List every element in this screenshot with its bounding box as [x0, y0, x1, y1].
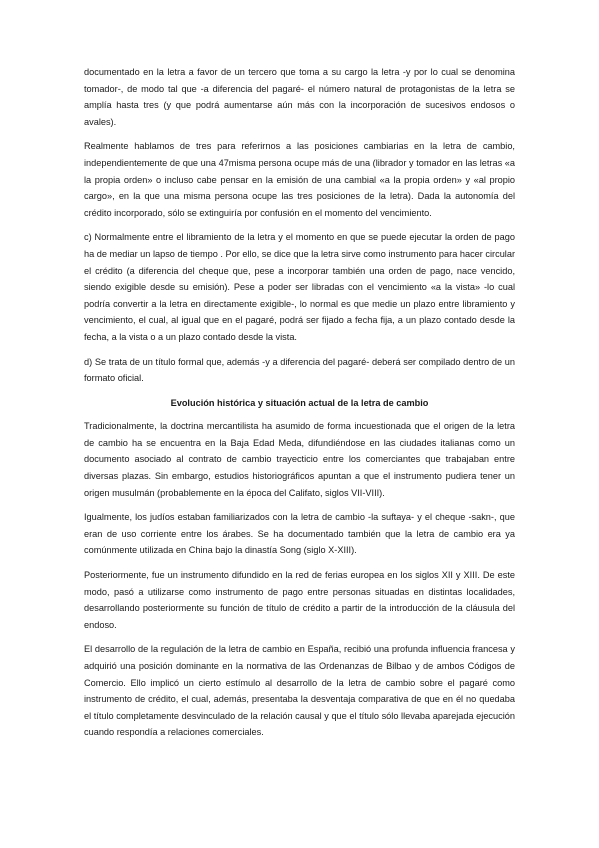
paragraph-espana: El desarrollo de la regulación de la letra de cambio en España, recibió una profunda influencia francesa y adquirió una posición dominante en la normativa de las Ordenanzas de Bilbao y de ambos Códigos de Comercio. Ello implicó un cierto estímulo al desarrollo de la letra de cambio sobre el pagaré como instrumento de crédito, el cual, además, presentaba la desventaja comparativa de que en él no quedaba el título completamente desvinculado de la relación causal y que el título sólo llevaba aparejada ejecución cuando respondía a relaciones comerciales. — [84, 644, 515, 738]
paragraph-posiciones-cambiarias: Realmente hablamos de tres para referirnos a las posiciones cambiarias en la letra de cambio, independientemente de que una 47misma persona ocupe más de una (librador y tomador en las letras «a la propia orden» o incluso cabe pensar en la emisión de una cambial «a la propia orden» y «al propio cargo», en la que una misma persona ocupe las tres posiciones de la letra). Dada la autonomía del crédito incorporado, sólo se extinguiría por confusión en el momento del vencimiento. — [84, 141, 515, 218]
paragraph-titulo-formal: d) Se trata de un título formal que, además -y a diferencia del pagaré- deberá ser compilado dentro de un formato oficial. — [84, 356, 515, 384]
document-page — [84, 64, 515, 749]
section-heading: Evolución histórica y situación actual de la letra de cambio — [170, 397, 429, 408]
paragraph-origen: Tradicionalmente, la doctrina mercantilista ha asumido de forma incuestionada que el origen de la letra de cambio ha se encuentra en la Baja Edad Meda, difundiéndose en las ciudades italianas como un documento asociado al contrato de cambio trayecticio entre los comerciantes que trabajaban entre diversas plazas. Sin embargo, estudios historiográficos apuntan a que el instrumento pudiera tener un origen musulmán (probablemente en la época del Califato, siglos VII-VIII). — [84, 421, 515, 498]
paragraph-tomador: documentado en la letra a favor de un tercero que toma a su cargo la letra -y por lo cual se denomina tomador-, de modo tal que -a diferencia del pagaré- el número natural de protagonistas de la letra se amplía hasta tres (y que podrá aumentarse aún más con la incorporación de sucesivos endosos o avales). — [84, 67, 515, 127]
paragraph-vencimiento: c) Normalmente entre el libramiento de la letra y el momento en que se puede ejecutar la orden de pago ha de mediar un lapso de tiempo . Por ello, se dice que la letra sirve como instrumento para hacer circular el crédito (a diferencia del cheque que, pese a incorporar también una orden de pago, nace vencido, siendo exigible desde su emisión). Pese a poder ser libradas con el vencimiento «a la vista» -lo cual podría convertir a la letra en directamente exigible-, lo normal es que medie un plazo entre libramiento y vencimiento, el cual, al igual que en el pagaré, podrá ser fijado a fecha fija, a un plazo contado desde la fecha, a la vista o a un plazo contado desde la vista. — [84, 232, 516, 342]
paragraph-ferias: Posteriormente, fue un instrumento difundido en la red de ferias europea en los siglos XII y XIII. De este modo, pasó a utilizarse como instrumento de pago entre personas situadas en distintas localidades, desarrollando posteriormente su función de título de crédito a partir de la introducción de la cláusula del endoso. — [84, 570, 515, 630]
paragraph-judios: Igualmente, los judíos estaban familiarizados con la letra de cambio -la suftaya- y el cheque -sakn-, que eran de uso corriente entre los árabes. Se ha documentado también que la letra de cambio era ya comúnmente utilizada en China bajo la dinastía Song (siglo X-XIII). — [84, 512, 515, 556]
